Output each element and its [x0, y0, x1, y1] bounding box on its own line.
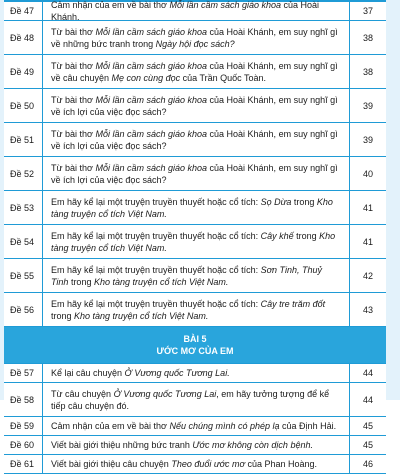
exercise-number: Đề 59	[10, 421, 35, 431]
exercise-title: Em hãy kể lại một truyện truyền thuyết hoặc cổ tích: Sơn Tinh, Thuỷ Tinh trong Kho tàng truyện cổ tích Việt Nam.	[42, 259, 350, 292]
exercise-title: Kể lại câu chuyện Ở Vương quốc Tương Lai.	[42, 364, 350, 382]
table-row[interactable]	[4, 89, 386, 123]
page-number: 44	[362, 394, 373, 405]
table-row[interactable]	[4, 225, 386, 259]
exercise-title: Cảm nhận của em về bài thơ Mỗi lần cầm sách giáo khoa của Hoài Khánh.	[42, 2, 350, 20]
page-number: 43	[362, 304, 373, 315]
exercise-number: Đề 57	[10, 368, 35, 378]
contents-table	[4, 0, 386, 474]
exercise-number: Đề 49	[10, 66, 35, 77]
page-number: 39	[362, 100, 373, 111]
table-row[interactable]	[4, 21, 386, 55]
exercise-number: Đề 52	[10, 168, 35, 179]
table-row[interactable]	[4, 191, 386, 225]
exercise-title: Từ bài thơ Mỗi lần cầm sách giáo khoa của Hoài Khánh, em suy nghĩ gì về ích lợi của việc đọc sách?	[42, 157, 350, 190]
exercise-number: Đề 61	[10, 459, 35, 469]
page-number: 38	[362, 32, 373, 43]
page-number: 44	[362, 368, 373, 378]
rows-before-section	[4, 2, 386, 327]
rows-after-section	[4, 364, 386, 474]
table-row[interactable]	[4, 123, 386, 157]
exercise-title: Cảm nhận của em về bài thơ Nếu chúng mình có phép lạ của Định Hải.	[42, 417, 350, 435]
exercise-title: Em hãy kể lại một truyện truyền thuyết hoặc cổ tích: Sọ Dừa trong Kho tàng truyện cổ tích Việt Nam.	[42, 191, 350, 224]
exercise-number: Đề 48	[10, 32, 35, 43]
exercise-number: Đề 55	[10, 270, 35, 281]
exercise-title: Từ bài thơ Mỗi lần cầm sách giáo khoa của Hoài Khánh, em suy nghĩ gì về những bức tranh trong Ngày hội đọc sách?	[42, 21, 350, 54]
table-row[interactable]	[4, 455, 386, 474]
exercise-title: Từ bài thơ Mỗi lần cầm sách giáo khoa của Hoài Khánh, em suy nghĩ gì về ích lợi của việc đọc sách?	[42, 123, 350, 156]
exercise-number: Đề 50	[10, 100, 35, 111]
exercise-number: Đề 54	[10, 236, 35, 247]
section-title: BÀI 5	[183, 334, 207, 344]
exercise-title: Viết bài giới thiệu câu chuyện Theo đuổi ước mơ của Phan Hoàng.	[42, 455, 350, 473]
section-header	[4, 327, 386, 364]
page-number: 39	[362, 134, 373, 145]
table-row[interactable]	[4, 157, 386, 191]
table-row[interactable]	[4, 364, 386, 383]
table-row[interactable]	[4, 417, 386, 436]
page-number: 41	[362, 202, 373, 213]
page-number: 45	[362, 421, 373, 431]
page-number: 38	[362, 66, 373, 77]
table-row[interactable]	[4, 436, 386, 455]
exercise-title: Viết bài giới thiệu những bức tranh Ước mơ không còn dịch bệnh.	[42, 436, 350, 454]
exercise-number: Đề 56	[10, 304, 35, 315]
exercise-number: Đề 47	[10, 6, 35, 16]
table-row[interactable]	[4, 293, 386, 327]
table-row[interactable]	[4, 383, 386, 417]
exercise-title: Em hãy kể lại một truyện truyền thuyết hoặc cổ tích: Cây tre trăm đốt trong Kho tàng truyện cổ tích Việt Nam.	[42, 293, 350, 326]
table-row[interactable]	[4, 2, 386, 21]
exercise-number: Đề 53	[10, 202, 35, 213]
page-number: 46	[362, 459, 373, 469]
exercise-title: Từ bài thơ Mỗi lần cầm sách giáo khoa của Hoài Khánh, em suy nghĩ gì về câu chuyện Mẹ con cùng đọc của Trần Quốc Toàn.	[42, 55, 350, 88]
section-subtitle: ƯỚC MƠ CỦA EM	[156, 346, 234, 356]
exercise-title: Em hãy kể lại một truyện truyền thuyết hoặc cổ tích: Cây khế trong Kho tàng truyện cổ tích Việt Nam.	[42, 225, 350, 258]
right-margin-strip	[386, 0, 400, 400]
exercise-number: Đề 60	[10, 440, 35, 450]
table-row[interactable]	[4, 55, 386, 89]
page-number: 37	[362, 6, 373, 16]
exercise-title: Từ bài thơ Mỗi lần cầm sách giáo khoa của Hoài Khánh, em suy nghĩ gì về ích lợi của việc đọc sách?	[42, 89, 350, 122]
table-row[interactable]	[4, 259, 386, 293]
exercise-number: Đề 51	[10, 134, 35, 145]
page-number: 41	[362, 236, 373, 247]
exercise-number: Đề 58	[10, 394, 35, 405]
page-number: 42	[362, 270, 373, 281]
exercise-title: Từ câu chuyện Ở Vương quốc Tương Lai, em hãy tưởng tượng để kể tiếp câu chuyện đó.	[42, 383, 350, 416]
page-number: 40	[362, 168, 373, 179]
page-number: 45	[362, 440, 373, 450]
